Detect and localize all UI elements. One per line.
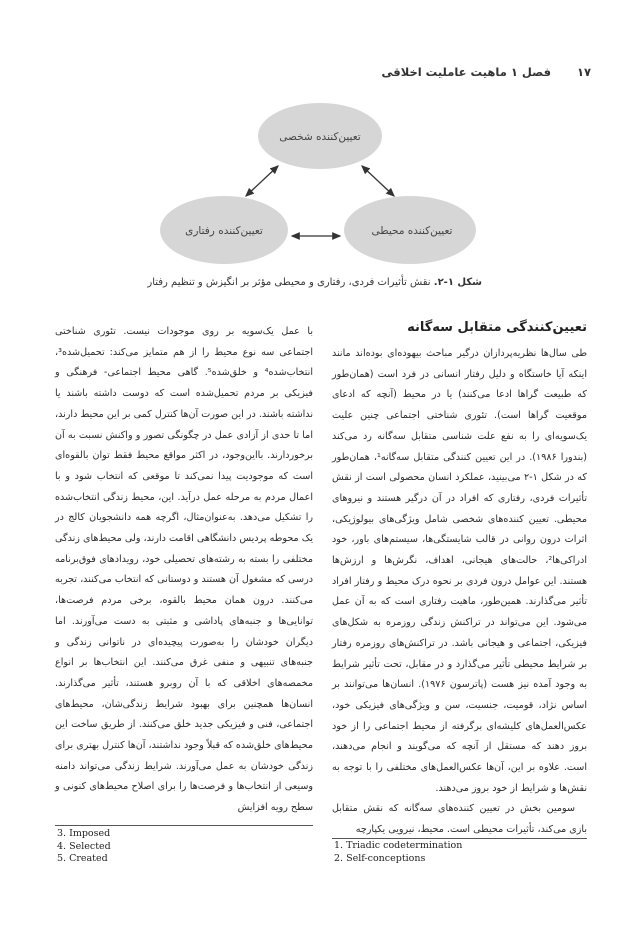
- footnote: 5. Created: [57, 853, 108, 864]
- paragraph: طی سال‌ها نظریه‌پردازان درگیر مباحث بیهوده‌ای بوده‌اند مانند اینکه آیا خاستگاه و دلیل رفتار انسانی در فرد است (همان‌طور که طبیعت گراها ادعا می‌کنند) یا در محیط (آنچه که ادعای موقعیت گراها است). تئوری شناختی اجتماعی چنین علیت یک‌سویه‌ای را به نفع علت شناسی متقابل سه‌گانه رد می‌کند (بندورا ۱۹۸۶). در این تعیین کنندگی متقابل سه‌گانه¹، همان‌طور که در شکل ۱-۲ می‌بینید، عملکرد انسان محصولی است از نقش تأثیرات فردی، رفتاری که افراد در آن درگیر هستند و نیروهای محیطی. تعیین کننده‌های شخصی شامل ویژگی‌های بیولوژیکی، اثرات درون روانی در قالب شایستگی‌ها، سیستم‌های باور، خود ادراکی‌ها²، حالت‌های هیجانی، اهداف، نگرش‌ها و ارزش‌ها هستند. این عوامل درون فردی بر نحوه درک محیط و رفتار افراد تأثیر می‌گذارند. همین‌طور، ماهیت رفتاری است که به آن عمل می‌شود. این می‌تواند در تراکنش زندگی روزمره به شکل‌های فیزیکی، اجتماعی و هیجانی باشد. در تراکنش‌های روزمره رفتار بر شرایط محیطی تأثیر می‌گذارد و در مقابل، تحت تأثیر شرایط به وجود آمده نیز هست (پاترسون ۱۹۷۶). انسان‌ها می‌توانند بر اساس نژاد، قومیت، جنسیت، سن و ویژگی‌های فیزیکی خود، عکس‌العمل‌های کلیشه‌ای برگرفته از محیط اجتماعی را از خود بروز دهند که مستقل از آنچه که می‌گویند و انجام می‌دهند، است. علاوه بر این، آن‌ها عکس‌العمل‌های مختلفی را با توجه به نقش‌ها و شرایط از خود بروز می‌دهند.: [332, 348, 588, 794]
- footnotes-right: [334, 840, 462, 865]
- caption-text: نقش تأثیرات فردی، رفتاری و محیطی مؤثر بر انگیزش و تنظیم رفتار: [147, 277, 434, 288]
- caption-label: شکل ۱-۲.: [433, 277, 482, 288]
- running-title: فصل ۱ ماهیت عاملیت اخلاقی: [381, 65, 551, 79]
- footnote-rule-left: [55, 825, 313, 826]
- left-column: [55, 322, 313, 819]
- node-label-personal: تعیین‌کننده شخصی: [279, 131, 361, 143]
- footnote-rule-right: [332, 838, 587, 839]
- running-header: [56, 62, 591, 82]
- triadic-diagram: [160, 100, 482, 270]
- footnote: 1. Triadic codetermination: [334, 840, 463, 851]
- footnote: 3. Imposed: [57, 828, 111, 839]
- section-title: تعیین‌کنندگی متقابل سه‌گانه: [407, 320, 587, 335]
- page-number: ۱۷: [576, 65, 591, 79]
- footnote: 4. Selected: [57, 840, 111, 852]
- paragraph: سومین بخش در تعیین کننده‌های سه‌گانه که نقش متقابل بازی می‌کند، تأثیرات محیطی است. محیط، نیرویی یکپارچه: [332, 803, 587, 836]
- footnote: 2. Self-conceptions: [334, 852, 426, 864]
- right-column: [332, 344, 587, 841]
- arrow-personal-behavioral: [246, 166, 278, 196]
- figure-caption: [70, 277, 482, 288]
- node-label-environmental: تعیین‌کننده محیطی: [371, 225, 453, 237]
- arrow-personal-environmental: [362, 166, 394, 196]
- node-label-behavioral: تعیین‌کننده رفتاری: [185, 225, 263, 237]
- footnotes-left: [57, 828, 111, 866]
- paragraph: با عمل یک‌سویه بر روی موجودات نیست. تئوری شناختی اجتماعی سه نوع محیط را از هم متمایز می‌کند: تحمیل‌شده³، انتخاب‌شده⁴ و خلق‌شده⁵. گاهی محیط اجتماعی- فرهنگی و فیزیکی بر مردم تحمیل‌شده است که دوست داشته باشند یا نداشته باشند. در این صورت آن‌ها کنترل کمی بر این محیط دارند، اما تا حدی از آزادی عمل در چگونگی تصور و واکنش نسبت به آن برخوردارند. بااین‌وجود، در اکثر مواقع محیط فقط توان بالقوه‌ای است که موجودیت پیدا نمی‌کند تا موقعی که انتخاب شود و با اعمال مردم به مرحله عمل درآید. این، محیط زندگی انتخاب‌شده را تشکیل می‌دهد. به‌عنوان‌مثال، اگرچه همه دانشجویان کالج در یک محوطه پردیس دانشگاهی اقامت دارند، ولی محیط‌های زندگی مختلفی را بسته به رشته‌های تحصیلی خود، رویدادهای فوق‌برنامه درسی که مشغول آن هستند و دوستانی که انتخاب می‌کنند، تجربه می‌کنند. درون همان محیط بالقوه، برخی مردم فرصت‌ها، توانایی‌ها و جنبه‌های پاداشی و مثبتی به دست می‌آورند. اما دیگران خودشان را به‌صورت پیچیده‌ای در ناتوانی زندگی و جنبه‌های تنبیهی و منفی غرق می‌کنند. این انتخاب‌ها بر انواع مخمصه‌های اخلاقی که با آن روبرو هستند، تأثیر می‌گذارند. انسان‌ها همچنین برای بهبود شرایط زندگی‌شان، محیط‌های اجتماعی، فنی و فیزیکی جدید خلق می‌کنند. از طریق ساخت این محیط‌های خلق‌شده که قبلاً وجود نداشتند، آن‌ها کنترل بهتری برای زندگی خودشان به عمل می‌آورند. شرایط زندگی می‌تواند دامنه وسیعی از انتخاب‌ها و فرصت‌ها را برای اصلاح محیط‌های کنونی و سطح رویه افزایش: [55, 326, 313, 814]
